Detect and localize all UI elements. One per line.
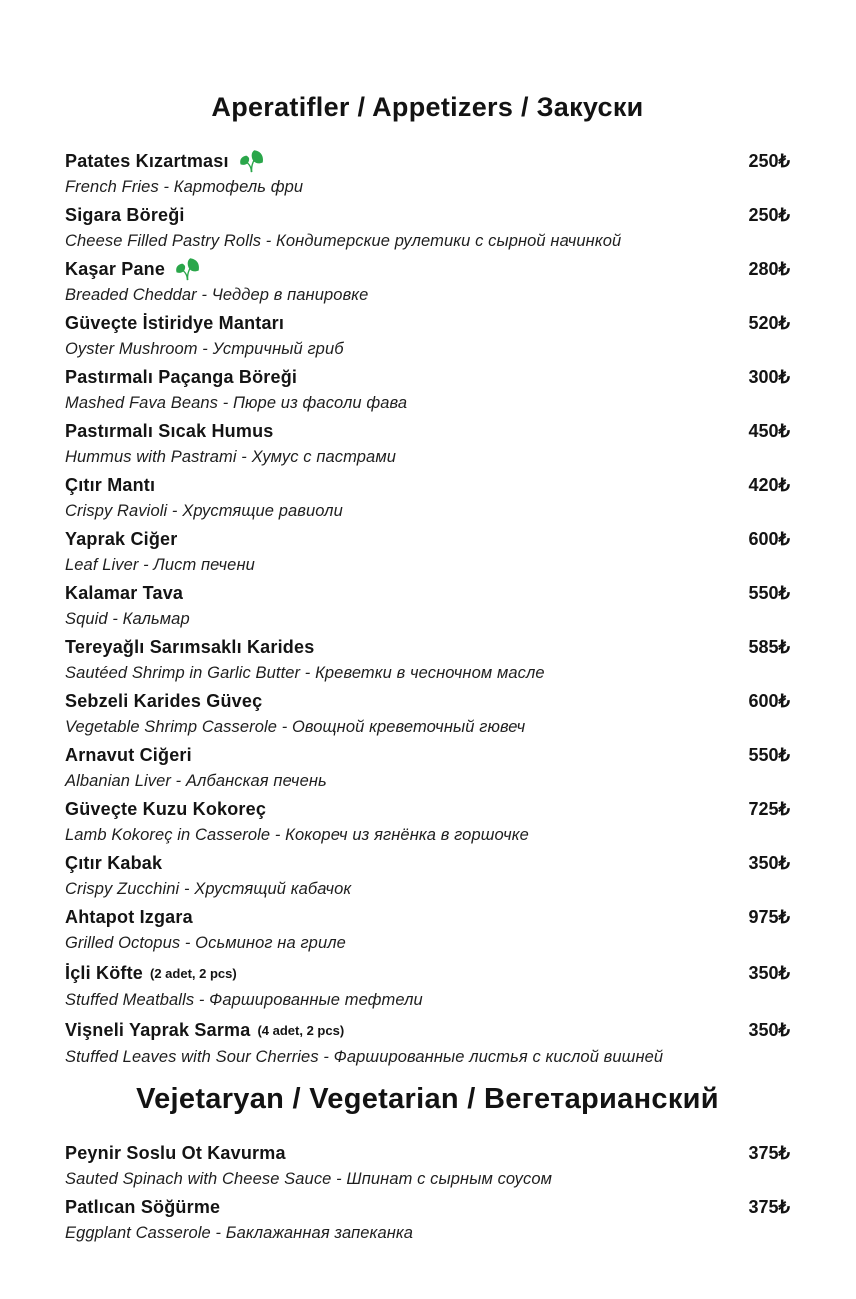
menu-item [65, 1015, 790, 1070]
item-description: Cheese Filled Pastry Rolls - Кондитерские рулетики с сырной начинкой [65, 232, 622, 250]
item-name: Yaprak Ciğer [65, 529, 178, 549]
menu-item [65, 958, 790, 1013]
item-name: Kalamar Tava [65, 583, 184, 603]
item-name: Sigara Böreği [65, 205, 185, 225]
menu-item-row [65, 256, 790, 282]
menu-item-row [65, 1140, 790, 1166]
menu-item-row [65, 418, 790, 444]
menu-item [65, 1194, 790, 1246]
item-name: Güveçte İstiridye Mantarı [65, 313, 285, 333]
menu-item-row [65, 904, 790, 930]
menu-item-row [65, 796, 790, 822]
item-description: Stuffed Meatballs - Фаршированные тефтели [65, 991, 423, 1009]
menu-item [65, 418, 790, 470]
item-description: Albanian Liver - Албанская печень [65, 772, 327, 790]
item-price: 600₺ [748, 691, 790, 711]
menu-item-row [65, 850, 790, 876]
item-price: 550₺ [748, 583, 790, 603]
item-price: 375₺ [748, 1143, 790, 1163]
item-name: İçli Köfte [65, 962, 144, 983]
item-price: 280₺ [748, 259, 790, 279]
item-name: Patates Kızartması [65, 151, 229, 171]
item-name: Pastırmalı Paçanga Böreği [65, 367, 298, 387]
item-description: Vegetable Shrimp Casserole - Овощной креветочный гювеч [65, 718, 526, 736]
item-description: Leaf Liver - Лист печени [65, 556, 255, 574]
menu-item-row [65, 958, 790, 987]
item-price: 350₺ [748, 853, 790, 873]
item-description: Crispy Zucchini - Хрустящий кабачок [65, 880, 352, 898]
menu-item [65, 688, 790, 740]
menu-item [65, 634, 790, 686]
item-name: Kaşar Pane [65, 259, 166, 279]
vegetarian-item-list [65, 1140, 790, 1246]
item-description: Stuffed Leaves with Sour Cherries - Фаршированные листья с кислой вишней [65, 1048, 664, 1066]
menu-item-row [65, 742, 790, 768]
item-price: 550₺ [748, 745, 790, 765]
item-name: Peynir Soslu Ot Kavurma [65, 1143, 286, 1163]
menu-item [65, 148, 790, 200]
menu-item-row [65, 688, 790, 714]
item-price: 300₺ [748, 367, 790, 387]
menu-item-row [65, 1015, 790, 1044]
item-price: 600₺ [748, 529, 790, 549]
item-name: Tereyağlı Sarımsaklı Karides [65, 637, 315, 657]
item-description: Sautéed Shrimp in Garlic Butter - Креветки в чесночном масле [65, 664, 545, 682]
item-portion-note: (4 adet, 2 pcs) [257, 1023, 345, 1038]
menu-item-row [65, 634, 790, 660]
item-price: 585₺ [748, 637, 790, 657]
item-name: Patlıcan Söğürme [65, 1197, 221, 1217]
item-name: Sebzeli Karides Güveç [65, 691, 263, 711]
item-description: Grilled Octopus - Осьминог на гриле [65, 934, 346, 952]
menu-item-row [65, 472, 790, 498]
item-price: 420₺ [748, 475, 790, 495]
item-price: 375₺ [748, 1197, 790, 1217]
item-description: Oyster Mushroom - Устричный гриб [65, 340, 344, 358]
item-price: 520₺ [748, 313, 790, 333]
item-name: Güveçte Kuzu Kokoreç [65, 799, 267, 819]
menu-item [65, 742, 790, 794]
item-description: Squid - Кальмар [65, 610, 190, 628]
item-name: Vişneli Yaprak Sarma [65, 1019, 251, 1040]
menu-item-row [65, 202, 790, 228]
item-description: Sauted Spinach with Cheese Sauce - Шпинат с сырным соусом [65, 1170, 553, 1188]
menu-item [65, 850, 790, 902]
menu-item-row [65, 1194, 790, 1220]
item-name: Çıtır Kabak [65, 853, 163, 873]
item-name: Ahtapot Izgara [65, 907, 193, 927]
menu-item [65, 580, 790, 632]
item-price: 975₺ [748, 907, 790, 927]
menu-item [65, 472, 790, 524]
appetizers-item-list [65, 148, 790, 1070]
section-title-vegetarian: Vejetaryan / Vegetarian / Вегетарианский [136, 1083, 719, 1115]
menu-item-row [65, 580, 790, 606]
item-price: 725₺ [748, 799, 790, 819]
menu-item [65, 526, 790, 578]
menu-item [65, 256, 790, 308]
item-description: Breaded Cheddar - Чеддер в панировке [65, 286, 369, 304]
item-name: Pastırmalı Sıcak Humus [65, 421, 274, 441]
item-description: Crispy Ravioli - Хрустящие равиоли [65, 502, 343, 520]
item-description: Mashed Fava Beans - Пюре из фасоли фава [65, 394, 408, 412]
menu-item [65, 364, 790, 416]
menu-item [65, 202, 790, 254]
item-description: French Fries - Картофель фри [65, 178, 304, 196]
menu-item-row [65, 310, 790, 336]
menu-item-row [65, 148, 790, 174]
menu-item-row [65, 526, 790, 552]
menu-item [65, 904, 790, 956]
item-description: Hummus with Pastrami - Хумус с пастрами [65, 448, 397, 466]
item-price: 450₺ [748, 421, 790, 441]
section-title-appetizers: Aperatifler / Appetizers / Закуски [211, 92, 644, 122]
item-description: Eggplant Casserole - Баклажанная запеканка [65, 1224, 414, 1242]
item-price: 250₺ [748, 151, 790, 171]
item-price: 350₺ [748, 1019, 790, 1040]
item-portion-note: (2 adet, 2 pcs) [150, 966, 237, 981]
item-price: 350₺ [748, 962, 790, 983]
menu-item [65, 1140, 790, 1192]
item-price: 250₺ [748, 205, 790, 225]
item-name: Çıtır Mantı [65, 475, 156, 495]
leaf-icon [238, 149, 265, 173]
item-name: Arnavut Ciğeri [65, 745, 192, 765]
menu-item [65, 310, 790, 362]
leaf-icon [174, 257, 201, 281]
menu-item [65, 796, 790, 848]
item-description: Lamb Kokoreç in Casserole - Кокореч из ягнёнка в горшочке [65, 826, 529, 844]
menu-item-row [65, 364, 790, 390]
